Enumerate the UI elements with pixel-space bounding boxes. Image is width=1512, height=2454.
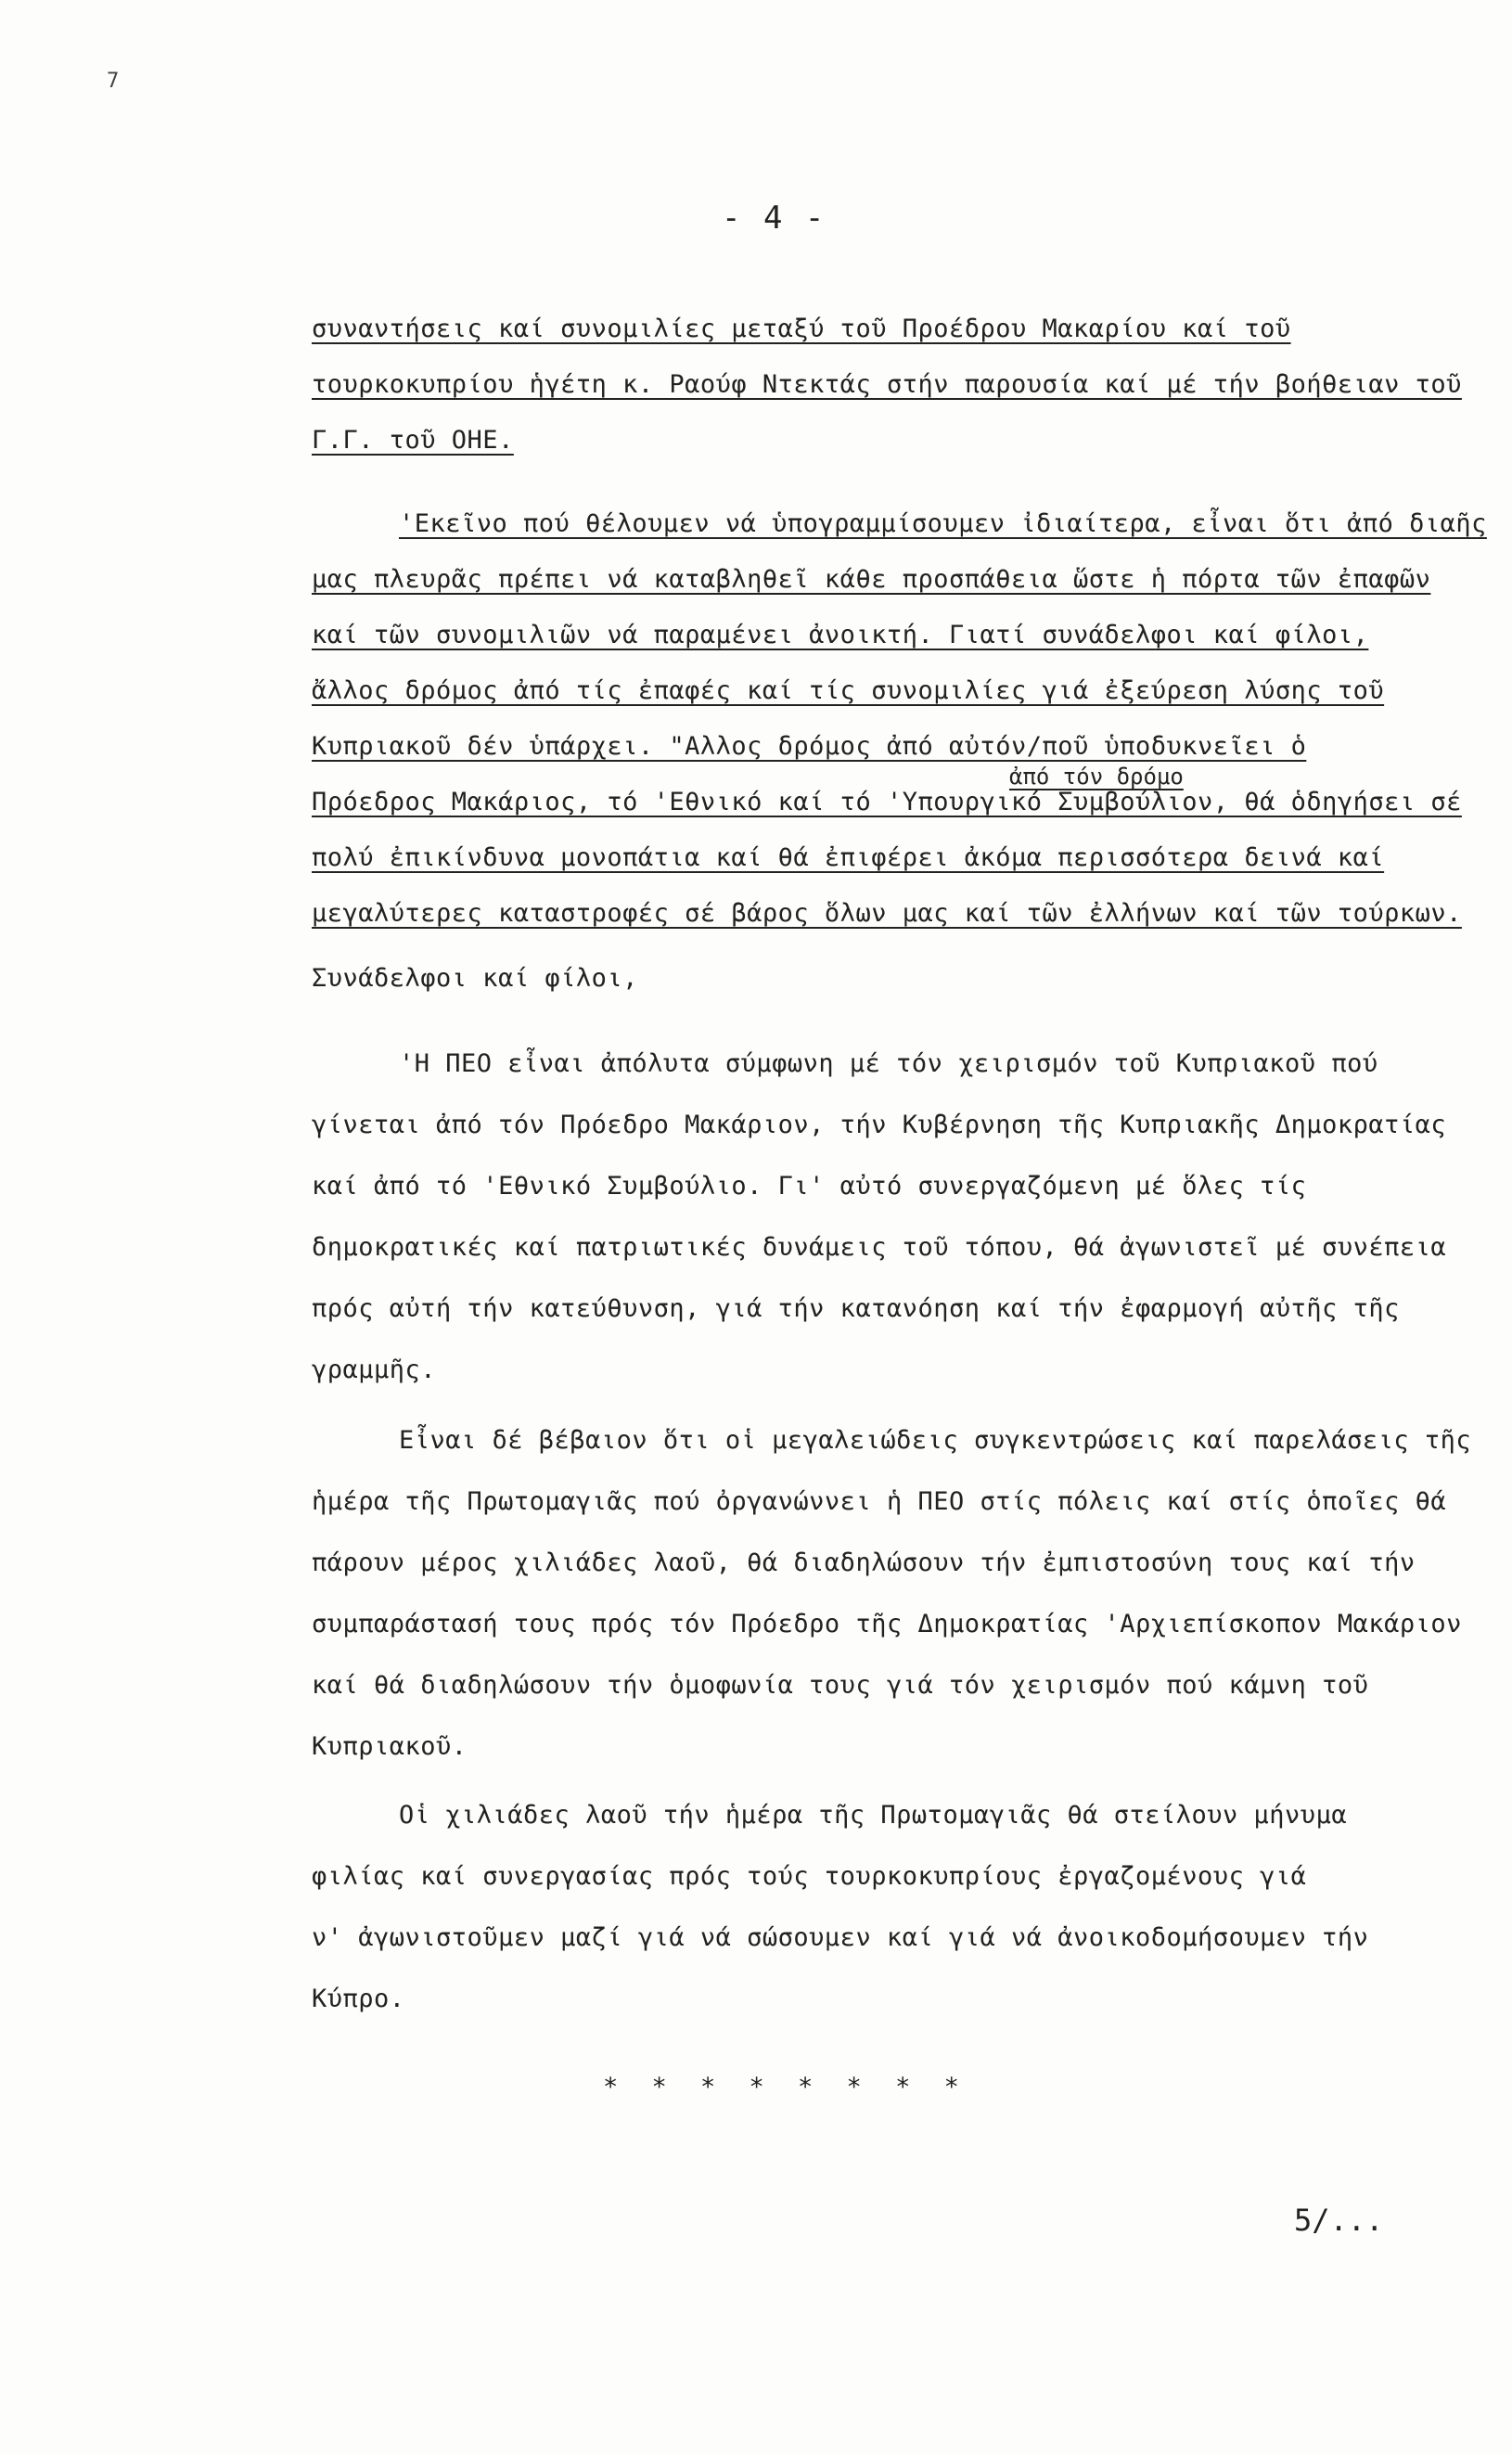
paragraph-5-line: Κύπρο. [312, 1985, 405, 2013]
separator-stars: * * * * * * * * [603, 2073, 968, 2101]
paragraph-3-line: γίνεται ἀπό τόν Πρόεδρο Μακάριον, τήν Κυβέρνηση τῆς Κυπριακῆς Δημοκρατίας [312, 1111, 1447, 1139]
paragraph-2-line: Πρόεδρος Μακάριος, τό 'Εθνικό καί τό 'Υπουργικό Συμβούλιον, θά ὁδηγήσει σέ [312, 788, 1462, 816]
corner-mark: 7 [107, 70, 120, 93]
paragraph-4-line: πάρουν μέρος χιλιάδες λαοῦ, θά διαδηλώσουν τήν ἐμπιστοσύνη τους καί τήν [312, 1548, 1416, 1577]
salutation: Συνάδελφοι καί φίλοι, [312, 964, 638, 993]
paragraph-3-line: γραμμῆς. [312, 1355, 437, 1384]
paragraph-2-line: καί τῶν συνομιλιῶν νά παραμένει ἀνοικτή. Γιατί συνάδελφοι καί φίλοι, [312, 621, 1369, 649]
page-number: - 4 - [722, 199, 826, 237]
paragraph-4-line: Εἶναι δέ βέβαιον ὅτι οἱ μεγαλειώδεις συγκεντρώσεις καί παρελάσεις τῆς [399, 1426, 1472, 1455]
paragraph-4-line: συμπαράστασή τους πρός τόν Πρόεδρο τῆς Δημοκρατίας 'Αρχιεπίσκοπον Μακάριον [312, 1610, 1462, 1638]
paragraph-4-line: καί θά διαδηλώσουν τήν ὁμοφωνία τους γιά τόν χειρισμόν πού κάμνη τοῦ [312, 1671, 1369, 1700]
paragraph-4-line: Κυπριακοῦ. [312, 1732, 468, 1761]
paragraph-3-line: 'Η ΠΕΟ εἶναι ἀπόλυτα σύμφωνη μέ τόν χειρισμόν τοῦ Κυπριακοῦ πού [399, 1049, 1378, 1078]
paragraph-2-line: 'Εκεῖνο πού θέλουμεν νά ὑπογραμμίσουμεν ἰδιαίτερα, εἶναι ὅτι ἀπό διαῆς [399, 509, 1487, 538]
paragraph-5-line: φιλίας καί συνεργασίας πρός τούς τουρκοκυπρίους ἐργαζομένους γιά [312, 1862, 1307, 1891]
paragraph-3-line: πρός αὐτή τήν κατεύθυνση, γιά τήν κατανόηση καί τήν ἐφαρμογή αὐτῆς τῆς [312, 1294, 1400, 1323]
continuation-mark: 5/... [1294, 2203, 1384, 2238]
paragraph-2-line: Κυπριακοῦ δέν ὑπάρχει. "Αλλος δρόμος ἀπό αὐτόν/ποῦ ὑποδυκνεῖει ὁ [312, 732, 1307, 761]
paragraph-2-line: πολύ ἐπικίνδυνα μονοπάτια καί θά ἐπιφέρει ἀκόμα περισσότερα δεινά καί [312, 843, 1385, 872]
paragraph-5-line: Οἱ χιλιάδες λαοῦ τήν ἡμέρα τῆς Πρωτομαγιᾶς θά στείλουν μήνυμα [399, 1801, 1348, 1830]
paragraph-3-line: καί ἀπό τό 'Εθνικό Συμβούλιο. Γι' αὐτό συνεργαζόμενη μέ ὅλες τίς [312, 1172, 1307, 1201]
paragraph-1-line: τουρκοκυπρίου ἡγέτη κ. Ραούφ Ντεκτάς στήν παρουσία καί μέ τήν βοήθειαν τοῦ [312, 370, 1462, 399]
paragraph-1-line: συναντήσεις καί συνομιλίες μεταξύ τοῦ Προέδρου Μακαρίου καί τοῦ [312, 315, 1291, 343]
paragraph-1-line: Γ.Γ. τοῦ ΟΗΕ. [312, 426, 514, 455]
paragraph-4-line: ἡμέρα τῆς Πρωτομαγιᾶς πού ὀργανώννει ἡ ΠΕΟ στίς πόλεις καί στίς ὁποῖες θά [312, 1487, 1447, 1516]
paragraph-2-line: ἄλλος δρόμος ἀπό τίς ἐπαφές καί τίς συνομιλίες γιά ἐξεύρεση λύσης τοῦ [312, 676, 1385, 705]
paragraph-2-line: μας πλευρᾶς πρέπει νά καταβληθεῖ κάθε προσπάθεια ὥστε ἡ πόρτα τῶν ἐπαφῶν [312, 565, 1431, 594]
paragraph-3-line: δημοκρατικές καί πατριωτικές δυνάμεις τοῦ τόπου, θά ἀγωνιστεῖ μέ συνέπεια [312, 1233, 1447, 1262]
paragraph-2-line: μεγαλύτερες καταστροφές σέ βάρος ὅλων μας καί τῶν ἐλλήνων καί τῶν τούρκων. [312, 899, 1462, 928]
interline-insert: ἀπό τόν δρόμο [1009, 764, 1184, 790]
paragraph-5-line: ν' ἀγωνιστοῦμεν μαζί γιά νά σώσουμεν καί γιά νά ἀνοικοδομήσουμεν τήν [312, 1923, 1369, 1952]
